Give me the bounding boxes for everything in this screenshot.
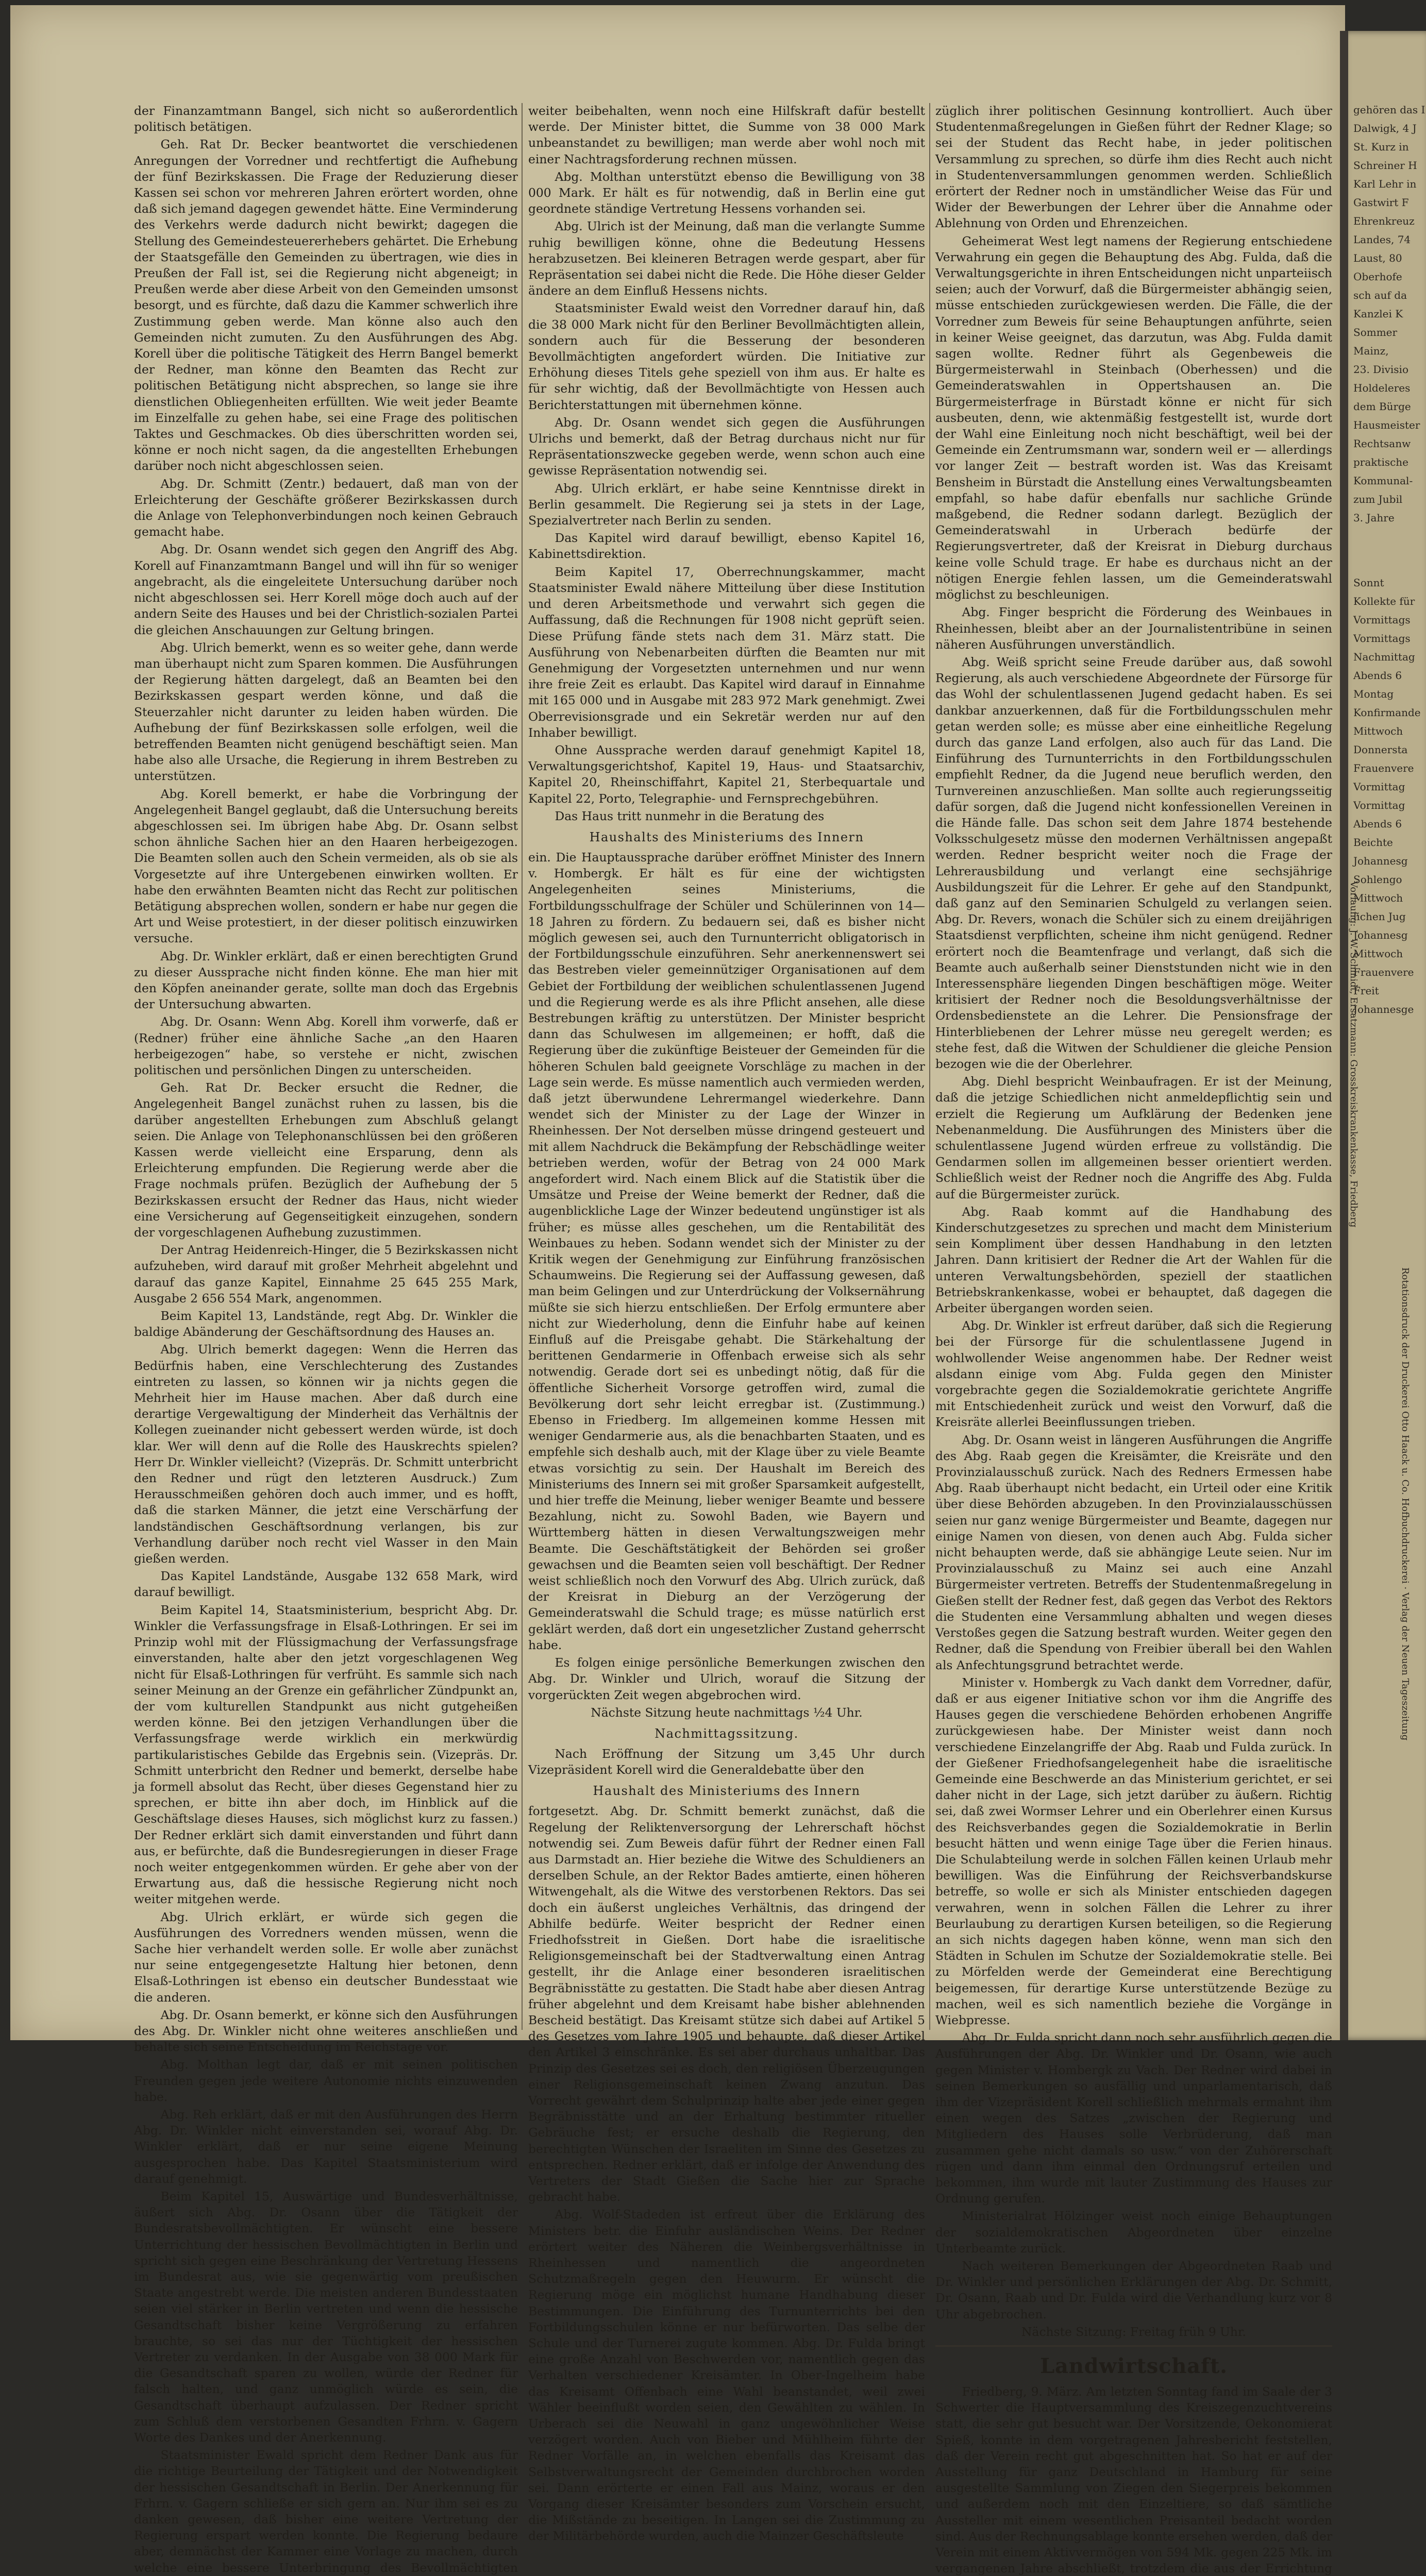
vertical-imprint-text: Rotationsdruck der Druckerei Otto Haack u. Co. Hofbuchdruckerei · Verlag der Neuen Tageszeitung — [1400, 1267, 1411, 1741]
edge-text-fragment: praktische — [1353, 456, 1409, 468]
paragraph: Abg. Ulrich ist der Meinung, daß man die verlangte Summe ruhig bewilligen könne, ohne die Bedeutung Hessens herabzusetzen. Bei kleineren Betragen werde gespart, aber für Repräsentation sei dabei nicht die Rede. Die Höhe dieser Gelder ändere an dem Einfluß Hessens nichts. — [528, 219, 925, 298]
paragraph: Abg. Molthan legt dar, daß er mit seinen politischen Freunden gegen jede weitere Autonomie nichts einzuwenden habe. — [134, 2057, 518, 2104]
edge-text-fragment: Abends 6 — [1353, 818, 1402, 830]
edge-text-fragment: Schreiner H — [1353, 159, 1417, 172]
paragraph: Abg. Korell bemerkt, er habe die Vorbringung der Angelegenheit Bangel geglaubt, daß die Untersuchung bereits abgeschlossen sei. Im übrigen habe Abg. Dr. Osann selbst schon ähnliche Sachen hier an den Haaren herbeigezogen. Die Beamten sollen auch den Schein vermeiden, als ob sie als Vorgesetzte auf ihre Untergebenen einwirken wollten. Er habe den erwähnten Beamten nicht das Recht zur politischen Betätigung absprechen wollen, sondern er habe nur gegen die Art und Weise protestiert, in der dieser politisch einzuwirken versuche. — [134, 786, 518, 946]
paragraph: Abg. Dr. Schmitt (Zentr.) bedauert, daß man von der Erleichterung der Geschäfte größerer Bezirkskassen durch die Anlage von Telephonverbindungen noch keinen Gebrauch gemacht habe. — [134, 476, 518, 539]
edge-text-fragment: Vormittags — [1353, 614, 1411, 626]
edge-text-fragment: Ehrenkreuz — [1353, 215, 1415, 227]
section-heading: Nachmittagssitzung. — [655, 1726, 799, 1741]
paragraph: der Finanzamtmann Bangel, sich nicht so außerordentlich politisch betätigen. — [134, 104, 518, 134]
paragraph: Geheimerat West legt namens der Regierung entschiedene Verwahrung ein gegen die Behauptung des Abg. Fulda, daß die Verwaltungsgerichte in ihren Entscheidungen nicht unparteiisch seien; auch der Vorwurf, daß die Bürgermeister abhängig seien, müsse entschieden zurückgewiesen werden. Die Fälle, die der Vorredner zum Beweis für seine Behauptungen anführte, seien in keiner Weise geeignet, das darzutun, was Abg. Fulda damit sagen wollte. Redner führt als Gegenbeweis die Bürgermeisterwahl in Steinbach (Oberhessen) und die Gemeinderatswahlen in Oppertshausen an. Die Bürgermeisterfrage in Bürstadt könne er nicht für sich ausbeuten, denn, wie aktenmäßig festgestellt ist, wurde dort der Wahl eine Einleitung noch nicht beschäftigt, weil bei der Gemeinde ein Zentrumsmann war, sondern weil er — allerdings vor langer Zeit — bestraft worden ist. Was das Kreisamt Bensheim in Bürstadt die Anstellung eines Verwaltungsbeamten empfahl, so habe dafür ebenfalls nur sachliche Gründe maßgebend, die Redner sodann darlegt. Bezüglich der Gemeinderatswahl in Urberach bedürfe der Regierungsvertreter, daß der Kreisrat in Dieburg durchaus keine volle Schuld trage. Er habe es durchaus nicht an der nötigen Energie fehlen lassen, um die Gemeinderatswahl möglichst zu beschleunigen. — [935, 233, 1332, 602]
edge-text-fragment: lichen Jug — [1353, 910, 1406, 923]
edge-text-fragment: Donnersta — [1353, 743, 1408, 756]
edge-text-fragment: Gastwirt F — [1353, 196, 1409, 209]
paragraph: Friedberg, 9. März. Am letzten Sonntag fand im Saale der 3 Schwerter die Hauptversammlung des Kreiszegenzuchtvereins statt, die sehr gut besucht war. Der Vorsitzende, Oekonomierat Spieß, konnte in dem vorgetragenen Jahresbericht feststellen, daß der Verein recht gut abgeschnitten hat. So hat er auf der Ausstellung für ganz Deutschland in Hamburg für seine ausgestellte Sammlung von Ziegen den Siegerpreis bekommen und außerdem noch mit den Einzeltiere, so daß sämtliche Aussteller mit einem wesentlichen Preisanteil bedacht worden sind. Aus der Rechnungsablage konnte ersehen werden, daß der Verein mit einem Aktivvermögen von 594 Mk. gegen 225 Mk. im vergangenen Jahre abschließt, trotzdem die aus der Errichtung — [935, 2384, 1332, 2576]
edge-text-fragment: Sonnt — [1353, 577, 1384, 589]
edge-text-fragment: Oberhofe — [1353, 270, 1402, 283]
edge-text-fragment: Vormittags — [1353, 632, 1411, 645]
paragraph: Das Haus tritt nunmehr in die Beratung des — [555, 808, 825, 823]
edge-text-fragment: Johannesge — [1353, 1003, 1414, 1015]
paragraph: Abg. Dr. Winkler ist erfreut darüber, daß sich die Regierung bei der Fürsorge für die schulentlassene Jugend in wohlwollender Weise angenommen habe. Der Redner weist alsdann einige vom Abg. Fulda gegen den Minister vorgebrachte gegen die Sozialdemokratie gerichtete Angriffe mit Entschiedenheit zurück und weist den Vorwurf, daß die Kreisräte allerlei Beeinflussungen trieben. — [935, 1318, 1332, 1430]
paragraph: Abg. Raab kommt auf die Handhabung des Kinderschutzgesetzes zu sprechen und macht dem Ministerium sein Kompliment über dessen Handhabung in den letzten Jahren. Dann kritisiert der Redner die Art der Wahlen für die unteren Verwaltungsbehörden, speziell der staatlichen Betriebskrankenkasse, wobei er behauptet, daß dagegen die Arbeiter übergangen worden seien. — [935, 1204, 1332, 1316]
edge-text-fragment: Frauenvere — [1353, 966, 1414, 978]
vertical-imprint-text: Vorlaufig: J. W. Schmidt, Ersatzmann: Grosskreiskrankenkasse, Friedberg — [1348, 881, 1359, 1228]
paragraph: Geh. Rat Dr. Becker beantwortet die verschiedenen Anregungen der Vorredner und rechtfertigt die Aufhebung der fünf Bezirkskassen. Die Frage der Reduzierung dieser Kassen sei schon vor mehreren Jahren erörtert worden, ohne daß sich jemand dagegen gewendet hätte. Eine Verminderung des Verkehrs werde dadurch nicht bewirkt; dagegen die Stellung des Gemeindesteuererhebers gehärtet. Die Erhebung der Staatsgefälle den Gemeinden zu übertragen, wie dies in Preußen der Fall ist, sei die Regierung nicht abgeneigt; in Preußen werde aber diese Arbeit von den Gemeinden umsonst besorgt, und es fürchte, daß dazu die Kammer schwerlich ihre Zustimmung geben werde. Man könne also auch den Gemeinden nicht zumuten. Zu den Ausführungen des Abg. Korell über die politische Tätigkeit des Herrn Bangel bemerkt der Redner, man könne den Beamten das Recht zur politischen Betätigung nicht absprechen, so lange sie ihre dienstlichen Obliegenheiten erfüllten. Wie weit jeder Beamte im Einzelfalle zu gehen habe, sei eine Frage des politischen Taktes und Geschmackes. Ob dies überschritten worden sei, könne er noch nicht sagen, da die angestellten Erhebungen darüber noch nicht abgeschlossen seien. — [134, 137, 518, 473]
paragraph: Abg. Ulrich erklärt, er habe seine Kenntnisse direkt in Berlin gesammelt. Die Regierung sei ja stets in der Lage, Spezialvertreter nach Berlin zu senden. — [528, 481, 925, 528]
edge-text-fragment: Rechtsanw — [1353, 437, 1411, 450]
paragraph: Abg. Dr. Fulda spricht dann noch sehr ausführlich gegen die Ausführungen der Abg. Dr. Winkler und Dr. Osann, wie auch gegen Minister v. Hombergk zu Vach. Der Redner wird dabei in seinen Bemerkungen so ausfällig und unparlamentarisch, daß ihm der Vizepräsident Korell schließlich mehrmals ermahnt ihm einen wegen des Satzes „zwischen der Regierung und Mitgliedern des Hauses solle Verbrüderung, daß man zusammen gehe nicht damals so usw.“ von der Zuhörerschaft rügen und dann ihm einmal den Ordnungsruf erteilen und bekommen, ihm wurde mit lauter Zustimmung des Hauses zur Ordnung gerufen. — [935, 2030, 1332, 2206]
edge-text-fragment: dem Bürge — [1353, 400, 1411, 413]
edge-text-fragment: Frauenvere — [1353, 762, 1414, 774]
paragraph: Staatsminister Ewald spricht dem Redner Dank aus für die richtige Beurteilung der Tätigkeit und der Notwendigkeit der hessischen Gesandtschaft in Berlin. Der Anerkennung für Frhrn. v. Gagern schließe er sich gern an. Nur ihm sei es zu danken gewesen, daß bisher eine weitere Vertretung der Regierung erspart werden konnte. Die Regierung bedaure aber, demnächst der Kammer eine Vorlage zu machen, durch welche eine bessere Unterbringung des Bevollmächtigten — [134, 2448, 518, 2575]
paragraph: Abg. Ulrich bemerkt dagegen: Wenn die Herren das Bedürfnis haben, eine Verschlechterung des Zustandes eintreten zu lassen, so können wir ja nichts gegen die Mehrheit hier im Hause machen. Aber daß durch eine derartige Vergewaltigung der Minderheit das Verhältnis der Kollegen zueinander nicht gebessert werden würde, ist doch klar. Wer will denn auf die Rolle des Hauskrechts spielen? Herr Dr. Winkler vielleicht? (Vizepräs. Dr. Schmitt unterbricht den Redner und rügt den letzteren Ausdruck.) Zum Herausschmeißen gehören doch auch immer, und es hofft, daß die starken Männer, die jetzt eine Verschärfung der landständischen Geschäftsordnung verlangen, bis zur Verhandlung darüber noch recht viel Wasser in den Main gießen werden. — [134, 1342, 518, 1566]
edge-text-fragment: sch auf da — [1353, 289, 1407, 301]
paragraph: Abg. Reh erklärt, daß er mit den Ausführungen des Herrn Abg. Dr. Winkler nicht einverstanden sei, worauf Abg. Dr. Winkler erklärt, daß er nur seine eigene Meinung ausgesprochen habe. Das Kapitel Staatsministerium wird darauf genehmigt. — [134, 2107, 518, 2186]
edge-text-fragment: Freit — [1353, 985, 1379, 997]
adjacent-page-edge — [1340, 31, 1426, 2040]
edge-text-fragment: Kollekte für — [1353, 595, 1415, 607]
section-heading-landwirtschaft: Landwirtschaft. — [1040, 2354, 1228, 2379]
section-heading: Haushalt des Ministeriums des Innern — [593, 1784, 861, 1799]
column-divider — [929, 103, 930, 2030]
edge-text-fragment: Mainz, — [1353, 345, 1389, 357]
edge-text-fragment: gehören das I — [1353, 104, 1425, 116]
paragraph: Abg. Dr. Osann wendet sich gegen den Angriff des Abg. Korell auf Finanzamtmann Bangel und will ihn für so weniger angebracht, als die eingeleitete Untersuchung darüber noch nicht abgeschlossen sei. Herr Korell möge doch auch auf der andern Seite des Hauses und bei der Christlich-sozialen Partei die gleichen Anschauungen zur Geltung bringen. — [134, 542, 518, 637]
paragraph: Abg. Dr. Osann weist in längeren Ausführungen die Angriffe des Abg. Raab gegen die Kreisämter, die Kreisräte und den Provinzialausschuß zurück. Nach des Redners Ermessen habe Abg. Raab überhaupt nicht bedacht, ein Urteil oder eine Kritik über diese Behörden abzugeben. In den Provinzialausschüssen seien nur ganz wenige Bürgermeister und Beamte, dagegen nur einige Namen von diesen, von denen auch Abg. Fulda sicher nicht behaupten werde, daß sie abhängige Leute seien. Nur im Provinzialausschuß zu Mainz sei auch eine Anzahl Bürgermeister vertreten. Betreffs der Studentenmaßregelung in Gießen stellt der Redner fest, daß gegen das Verbot des Rektors die Studenten eine Versammlung abhalten und wegen dieses Verstoßes gegen die Satzung bestraft wurden. Weiter gegen den Redner, daß die Spendung von Freibier überall bei den Wahlen als Anfechtungsgrund betrachtet werde. — [935, 1432, 1332, 1672]
paragraph: Ohne Aussprache werden darauf genehmigt Kapitel 18, Verwaltungsgerichtshof, Kapitel 19, Haus- und Staatsarchiv, Kapitel 20, Rheinschiffahrt, Kapitel 21, Sterbequartale und Kapitel 22, Porto, Telegraphie- und Fernsprechgebühren. — [528, 742, 925, 806]
paragraph: weiter beibehalten, wenn noch eine Hilfskraft dafür bestellt werde. Der Minister bittet, die Summe von 38 000 Mark unbeanstandet zu bewilligen; man werde aber wohl noch mit einer Nachtragsforderung rechnen müssen. — [528, 104, 925, 166]
next-session-note: Nächste Sitzung: Freitag früh 9 Uhr. — [1021, 2324, 1246, 2339]
next-session-note: Nächste Sitzung heute nachmittags ½4 Uhr. — [591, 1705, 863, 1720]
paragraph: fortgesetzt. Abg. Dr. Schmitt bemerkt zunächst, daß die Regelung der Reliktenversorgung der Lehrerschaft höchst notwendig sei. Zum Beweis dafür führt der Redner einen Fall aus Darmstadt an. Hier beziehe die Witwe des Schuldieners an derselben Schule, an der Rektor Bades amtierte, einen höheren Witwengehalt, als die Witwe des verstorbenen Rektors. Das sei doch ein äußerst ungleiches Verhältnis, das dringend der Abhilfe bedürfe. Weiter bespricht der Redner einen Friedhofsstreit in Gießen. Dort habe die israelitische Religionsgemeinschaft bei der Stadtverwaltung einen Antrag gestellt, ihr die Anlage einer besonderen israelitischen Begräbnisstätte zu gestatten. Die Stadt habe aber diesen Antrag früher abgelehnt und dem Kreisamt habe bisher ablehnenden Bescheid bestätigt. Das Kreisamt stütze sich dabei auf Artikel 5 des Gesetzes vom Jahre 1905 und behaupte, daß dieser Artikel den Artikel 3 einschränke. Es sei aber durchaus unhaltbar. Das Prinzip des Gesetzes sei es doch, den religiösen Überzeugungen einer Religionsgemeinschaft keinen Zwang anzutun. Das Vorrecht gewährt dem Schulprinzip halte aber jede einer gegen Begräbnisstätte und an der Erhaltung bestimmter ritueller Gebräuche fest; er ersuche deshalb die Regierung, den berechtigten Wünschen der Israeliten im Sinne des Gesetzes zu entsprechen. Redner erklärt, daß er infolge der Anwendung des Vertreters der Stadt Gießen die Sache hier zur Sprache gebracht habe. — [528, 1804, 925, 2205]
paragraph: Der Antrag Heidenreich-Hinger, die 5 Bezirkskassen nicht aufzuheben, wird darauf mit großer Mehrheit abgelehnt und darauf das ganze Kapitel, Einnahme 25 645 255 Mark, Ausgabe 2 656 554 Mark, angenommen. — [134, 1243, 518, 1306]
edge-text-fragment: 3. Jahre — [1353, 512, 1395, 524]
edge-text-fragment: Landes, 74 — [1353, 233, 1411, 246]
edge-text-fragment: Mittwoch — [1353, 725, 1403, 737]
article-column-2 — [528, 103, 925, 2544]
edge-text-fragment: Beichte — [1353, 836, 1393, 849]
paragraph: Staatsminister Ewald weist den Vorredner darauf hin, daß die 38 000 Mark nicht für den Berliner Bevollmächtigten allein, sondern auch für die Besserung der besonderen Bevollmächtigten angefordert würden. Die Initiative zur Erhöhung dieses Titels gehe speziell von ihm aus. Er halte es für sehr wichtig, daß der Bevollmächtigte von Hessen auch Berichterstattungen mit übernehmen könne. — [528, 301, 925, 412]
paragraph: Abg. Dr. Osann bemerkt, er könne sich den Ausführungen des Abg. Dr. Winkler nicht ohne weiteres anschließen und behalte sich seine Entscheidung im Reichstage vor. — [134, 2007, 518, 2055]
paragraph: Abg. Finger bespricht die Förderung des Weinbaues in Rheinhessen, bleibt aber an der Journalistentribüne in seinen näheren Ausführungen unverständlich. — [935, 605, 1332, 652]
edge-text-fragment: Vormittag — [1353, 781, 1405, 793]
paragraph: Abg. Dr. Osann wendet sich gegen die Ausführungen Ulrichs und bemerkt, daß der Betrag durchaus nicht nur für Repräsentationszwecke gegeben werde, wenn schon auch eine gewisse Repräsentation notwendig sei. — [528, 415, 925, 478]
edge-text-fragment: Nachmittag — [1353, 651, 1415, 663]
edge-text-fragment: Sohlengo — [1353, 873, 1402, 886]
paragraph: Geh. Rat Dr. Becker ersucht die Redner, die Angelegenheit Bangel zunächst ruhen zu lassen, bis die darüber angestellten Erhebungen zum Abschluß gelangt seien. Die Anlage von Telephonanschlüssen bei den größeren Kassen werde vielleicht eine Ersparung, denn als Erleichterung empfunden. Die Regierung werde aber die Frage nochmals prüfen. Bezüglich der Aufhebung der 5 Bezirkskassen ersucht der Redner das Haus, nicht wieder eine Versicherung auf Gegenseitigkeit einzugehen, sondern der vorgeschlagenen Aufhebung zuzustimmen. — [134, 1080, 518, 1240]
paragraph: Ministerialrat Hölzinger weist noch einige Behauptungen der sozialdemokratischen Abgeordneten über einzelne Unterbeamte zurück. — [935, 2209, 1332, 2256]
edge-text-fragment: Kommunal- — [1353, 474, 1413, 487]
edge-text-fragment: Konfirmande — [1353, 706, 1421, 719]
newspaper-page — [10, 5, 1345, 2576]
section-divider — [935, 2345, 1332, 2347]
edge-text-fragment: Mittwoch — [1353, 892, 1403, 904]
edge-text-fragment: 23. Divisio — [1353, 363, 1408, 376]
paragraph: Nach Eröffnung der Sitzung um 3,45 Uhr durch Vizepräsident Korell wird die Generaldebatte über den — [528, 1746, 925, 1777]
edge-text-fragment: Johannesg — [1353, 855, 1408, 867]
edge-text-fragment: Sommer — [1353, 326, 1398, 338]
edge-text-fragment: Vormittag — [1353, 799, 1405, 811]
paragraph: Abg. Molthan unterstützt ebenso die Bewilligung von 38 000 Mark. Er hält es für notwendig, daß in Berlin eine gut geordnete ständige Vertretung Hessens vorhanden sei. — [528, 169, 925, 216]
paragraph: Abg. Dr. Osann: Wenn Abg. Korell ihm vorwerfe, daß er (Redner) früher eine ähnliche Sache „an den Haaren herbeigezogen“ habe, so verstehe er nicht, zwischen politischen und persönlichen Dingen zu unterscheiden. — [134, 1014, 518, 1077]
paragraph: Beim Kapitel 14, Staatsministerium, bespricht Abg. Dr. Winkler die Verfassungsfrage in Elsaß-Lothringen. Er sei im Prinzip wohl mit der Flüssigmachung der Verfassungsfrage einverstanden, halte aber den jetzt vorgeschlagenen Weg nicht für Elsaß-Lothringen für verfrüht. Es sammle sich nach seiner Meinung an der Grenze ein gefährlicher Zündpunkt an, der vom kulturellen Standpunkt aus nicht gutgeheißen werden könne. Bei den jetzigen Verhandlungen über die Verfassungsfrage werde wirklich ein merkwürdig partikularistisches Gebilde das Ergebnis sein. (Vizepräs. Dr. Schmitt unterbricht den Redner und bemerkt, derselbe habe ja formell absolut das Recht, über dieses Gegenstand hier zu sprechen, er bitte ihn aber doch, im Hinblick auf die Geschäftslage dieses Hauses, sich möglichst kurz zu fassen.) Der Redner erklärt sich damit einverstanden und führt dann aus, er befürchte, daß die Bundesregierungen in dieser Frage noch weiter entgegenkommen würden. Er gehe aber von der Erwartung aus, daß die hessische Regierung nicht noch weiter mitgehen werde. — [134, 1602, 518, 1907]
edge-text-fragment: Kanzlei K — [1353, 308, 1403, 320]
edge-text-fragment: Dalwigk, 4 J — [1353, 122, 1417, 134]
edge-text-fragment: zum Jubil — [1353, 493, 1403, 505]
paragraph: Das Kapitel wird darauf bewilligt, ebenso Kapitel 16, Kabinettsdirektion. — [528, 531, 925, 562]
edge-text-fragment: Montag — [1353, 688, 1394, 700]
paragraph: Beim Kapitel 15, Auswärtige und Bundesverhältnisse, äußert sich Abg. Dr. Osann über die Tätigkeit der Bundesratsbevollmächtigten. Er wünscht eine bessere Unterrichtung der hessischen Bevollmächtigten in Berlin und spricht sich gegen eine Beschränkung der Vertretung Hessens im Bundesrat aus, wie sie gegenwärtig vom preußischen Staate angestrebt werde. Die meisten anderen Bundesstaaten seien viel stärker in Berlin vertreten und wenn die hessische Gesandtschaft bisher keine Vergrößerung zu erfahren brauchte, so sei das nur der Tüchtigkeit der hessischen Vertreter zu verdanken. In der Ausgabe von 38 000 Mark für die Gesandtschaft sparen zu wollen, würde der Redner für falsch halten, und ganz unmöglich würde es sein, die Gesandtschaft überhaupt aufzulassen. Der Redner spricht zum Schluß dem verstorbenen Gesandten Frhrn. v. Gagern Worte des Dankes und der Anerkennung. — [134, 2189, 518, 2445]
paragraph: Abg. Wolf-Stadeden ist erfreut über die Erklärung des Ministers betr. die Einfuhr ausländischen Weins. Der Redner erörtert weiter des Näheren die Weinbergsverhältnisse in Rheinhessen und namentlich die angeordneten Schutzmaßregeln gegen den Heuwurm. Er wünscht die Regierung möge ein möglichst humane Handhabung dieser Bestimmungen. Die Einführung des Turnunterrichts bei den Fortbildungsschulen könne er nur befürworten. Das selbe der Schule und der Turnerei zugute kommen. Abg. Dr. Fulda bringt eine große Anzahl von Beschwerden vor, namentlich gegen das Verhalten verschiedener Kreisämter. In Ober-Ingelheim habe das Kreisamt Offenbach eine Wahl beanstandet, weil zwei Wähler beeinflußt worden seien, den Gewählten zu wählen. In Urberach sei die Neuwahl in ganz ungewöhnlicher Weise verzögert worden. Auch von Bieber und Mühlheim führte der Redner Vorfälle an, in welchen ebenfalls das Kreisamt das Selbstverwaltungsrecht der Gemeinden durchbrochen worden sei. Dann erörterte er einen Fall aus Mainz, woraus er den Vorgang dieser Kreisämter besonders zum Vorschein ersucht, die Mißstände zu beseitigen. In Langen sei die Zustimmung zu der Militärbehörde wurden, auch die Mainzer Geschäftsleute — [528, 2207, 925, 2544]
paragraph: Nach weiteren Bemerkungen der Abgeordneten Raab und Dr. Winkler und persönlichen Erklärungen der Abg. Dr. Schmitt, Dr. Osann, Raab und Dr. Fulda wird die Verhandlung kurz vor 8 Uhr abgebrochen. — [935, 2259, 1332, 2321]
section-heading: Haushalts des Ministeriums des Innern — [589, 829, 864, 844]
edge-text-fragment: Johannesg — [1353, 929, 1408, 941]
edge-text-fragment: Holdeleres — [1353, 382, 1411, 394]
paragraph: Abg. Dr. Winkler erklärt, daß er einen berechtigten Grund zu dieser Aussprache nicht finden könne. Ehe man hier mit den Köpfen aneinander gerate, sollte man doch das Ergebnis der Untersuchung abwarten. — [134, 948, 518, 1012]
paragraph: Abg. Ulrich erklärt, er würde sich gegen die Ausführungen des Vorredners wenden müssen, wenn die Sache hier verhandelt werden solle. Er wolle aber zunächst nur seine entgegengesetzte Haltung hier betonen, denn Elsaß-Lothringen ist ebenso ein deutscher Bundesstaat wie die anderen. — [134, 1909, 518, 2005]
paragraph: Minister v. Hombergk zu Vach dankt dem Vorredner, dafür, daß er aus eigener Initiative schon vor ihm die Angriffe des Hauses gegen die verschiedene Behörden erhobenen Angriffe zurückgewiesen habe. Der Minister weist dann noch verschiedene Einzelangriffe der Abg. Raab und Fulda zurück. In der Gießener Friedhofsangelegenheit habe die israelitische Gemeinde eine Beschwerde an das Ministerium gerichtet, er sei daher nicht in der Lage, sich jetzt darüber zu äußern. Richtig sei, daß zwei Wormser Lehrer und ein Oberlehrer einen Kursus des Reichsverbandes gegen die Sozialdemokratie in Berlin besucht hätten und wenn einige Tage über die Ferien hinaus. Die Schulabteilung werde in solchen Fällen keinen Urlaub mehr bewilligen. Was die Einführung der Reichsverbandskurse betreffe, so wolle er sich als Minister entschieden dagegen verwahren, wenn in solchen Fällen die Lehrer zu ihrer Beurlaubung zu derartigen Kursen beteiligen, so die Regierung an sich nichts dagegen haben könne, wenn man sich den Städten in Schulen im Schutze der Sozialdemokratie stelle. Bei zu Mörfelden werde der Gemeinderat eine Berechtigung beigemessen, für derartige Kurse unterstützende Bezüge zu machen, weil es sich namentlich beziehe die Vorgänge in Wiebpresse. — [935, 1675, 1332, 2027]
paragraph: Beim Kapitel 17, Oberrechnungskammer, macht Staatsminister Ewald nähere Mitteilung über diese Institution und deren Arbeitsmethode und verwahrt sich gegen die Auffassung, daß die Rechnungen für 1908 nicht geprüft seien. Diese Prüfung fände stets nach dem 31. März statt. Die Ausführung von Nebenarbeiten dürften die Beamten nur mit Genehmigung der Vorgesetzten unternehmen und nur wenn ihre freie Zeit es erlaubt. Das Kapitel wird darauf in Einnahme mit 165 000 und in Ausgabe mit 283 972 Mark genehmigt. Zwei Oberrevisionsgrade und ein Sekretär werden nur auf den Inhaber bewilligt. — [528, 564, 925, 740]
column-divider — [522, 103, 523, 2030]
edge-text-fragment: St. Kurz in — [1353, 141, 1409, 153]
paragraph: Das Kapitel Landstände, Ausgabe 132 658 Mark, wird darauf bewilligt. — [134, 1569, 518, 1600]
edge-text-fragment: Karl Lehr in — [1353, 178, 1417, 190]
article-column-1 — [134, 103, 518, 2575]
edge-text-fragment: Hausmeister — [1353, 419, 1420, 431]
paragraph: Abg. Diehl bespricht Weinbaufragen. Er ist der Meinung, daß die jetzige Schiedlichen nicht anmeldepflichtig sein und erzielt die Regierung um Aufklärung der Bedenken jene Nebenanmeldung. Die Ausführungen des Ministers über die schulentlassene Jugend würden erfreue zu vollständig. Die Gendarmen sollen im allgemeinen besser orientiert werden. Schließlich weist der Redner noch die Angriffe des Abg. Fulda auf die Bürgermeister zurück. — [935, 1074, 1332, 1201]
edge-text-fragment: Abends 6 — [1353, 669, 1402, 682]
paragraph: ein. Die Hauptaussprache darüber eröffnet Minister des Innern v. Hombergk. Er hält es für eine der wichtigsten Angelegenheiten seines Ministeriums, die Fortbildungsschulfrage der Schüler und Schülerinnen von 14—18 Jahren zu fördern. Zu bedauern sei, daß es bisher nicht möglich gewesen sei, auch den Turnunterricht obligatorisch in der Fortbildungsschule einzuführen. Sehr anerkennenswert sei das Bestreben vieler gemeinnütziger Organisationen auf dem Gebiet der Fortbildung der weiblichen schulentlassenen Jugend und die Regierung werde es als ihre Pflicht ansehen, alle diese Bestrebungen kräftig zu unterstützen. Der Minister bespricht dann das Schulwesen im allgemeinen; er hofft, daß die Regierung über die zukünftige Beisteuer der Gemeinden für die höheren Schulen bald geeignete Vorschläge zu machen in der Lage sein werde. Es müsse namentlich auch vermieden werden, daß jetzt überwundene Lehrermangel wiederkehre. Dann wendet sich der Minister zu der Lage der Winzer in Rheinhessen. Der Not derselben müsse dringend gesteuert und mit allem Nachdruck die Bekämpfung der Rebschädlinge weiter betrieben werden, wofür der Betrag von 24 000 Mark angefordert wird. Nach einem Blick auf die Statistik über die Umsätze und Preise der Weine bemerkt der Redner, daß die augenblickliche Lage der Winzer bedeutend ungünstiger ist als früher; es müsse alles geschehen, um die Rentabilität des Weinbaues zu heben. Sodann wendet sich der Minister zu der Kritik wegen der Genehmigung zur Einführung französischen Schaumweins. Die Regierung sei der Auffassung gewesen, daß man beim Gelingen und zur Unterdrückung der Volksernährung müßte sie sich hierzu entschließen. Der Erfolg ermuntere aber nicht zur Wiederholung, denn die Einfuhr habe auf keinen Einfluß auf die Preisgabe gehabt. Die Stärkehaltung der berittenen Gendarmerie in Offenbach erweise sich als sehr notwendig. Gerade dort sei es unbedingt nötig, daß für die öffentliche Sicherheit Vorsorge getroffen wird, zumal die Bevölkerung dort sehr leicht erregbar ist. (Zustimmung.) Ebenso in Friedberg. Im allgemeinen komme Hessen mit weniger Gendarmerie aus, als die benachbarten Staaten, und es empfehle sich deshalb auch, mit der Klage über zu viele Beamte etwas vorsichtig zu sein. Der Haushalt im Bereich des Ministeriums des Innern sei mit großer Sparsamkeit aufgestellt, und hier treffe die Meinung, lieber weniger Beamte und bessere Bezahlung, nicht zu. Sowohl Baden, wie Bayern und Württemberg hätten in diesen Verwaltungszweigen mehr Beamte. Die Geschäftstätigkeit der Behörden sei großer gewachsen und die Beamten seien voll beschäftigt. Der Redner weist schließlich noch den Vorwurf des Abg. Ulrich zurück, daß der Kreisrat in Dieburg an der Verzögerung der Gemeinderatswahl die Schuld trage; es müsse natürlich erst geklärt werden, daß dort ein ungesetzlicher Zustand geherrscht habe. — [528, 850, 925, 1652]
paragraph: Beim Kapitel 13, Landstände, regt Abg. Dr. Winkler die baldige Abänderung der Geschäftsordnung des Hauses an. — [134, 1309, 518, 1340]
edge-text-fragment: Mittwoch — [1353, 947, 1403, 960]
edge-text-fragment: Laust, 80 — [1353, 252, 1402, 264]
paragraph: Abg. Weiß spricht seine Freude darüber aus, daß sowohl Regierung, als auch verschiedene Abgeordnete der Fürsorge für das Wohl der schulentlassenen Jugend gedacht haben. Es sei dankbar anzuerkennen, daß für die Fortbildungsschulen mehr getan werden solle; es müsse aber eine einheitliche Regelung durch das ganze Land erfolgen, also auch für das Land. Die Einführung des Turnunterrichts in den Fortbildungsschulen empfiehlt Redner, da die Jugend neue beruflich werden, den Turnvereinen anzuschließen. Man sollte auch regierungsseitig dafür sorgen, daß die Jugend nicht konfessionellen Vereinen in die Hände falle. Das schon seit dem Jahre 1874 bestehende Volksschulgesetz müsse den modernen Verhältnissen angepaßt werden. Redner bespricht weiter noch die Frage der Lehrerausbildung und verlangt eine sechsjährige Ausbildungszeit für die Lehrer. Er gehe auf den Standpunkt, daß ganz auf den Seminarien Schulgeld zu verlangen seien. Abg. Dr. Revers, wonach die Schüler sich zu einem dreijährigen Staatsdienst verpflichten, scheine ihm nicht genügend. Redner erörtert noch die Beamtenfrage und verlangt, daß sich die Beamte auch außerhalb seiner Dienststunden nicht wie in den Interessensphäre liegenden Dingen beschäftigen möge. Weiter kritisiert der Redner noch die Besoldungsverhältnisse der Ordensbedienstete an die Lehrer. Die Pensionsfrage der Hinterbliebenen der Lehrer müsse neu geregelt werden; es stehe fest, daß die Witwen der Schuldiener die gleiche Pension bezogen wie die der Oberlehrer. — [935, 654, 1332, 1071]
article-column-3 — [935, 103, 1332, 2576]
paragraph: Abg. Ulrich bemerkt, wenn es so weiter gehe, dann werde man überhaupt nicht zum Sparen kommen. Die Ausführungen der Regierung hätten dargelegt, daß an Beamten bei den Bezirkskassen gespart werden könne, und daß die Steuerzahler nicht darunter zu leiden haben würden. Die Aufhebung der fünf Bezirkskassen solle erfolgen, weil die betreffenden Beamten nicht genügend beschäftigt seien. Man habe also alle Ursache, die Regierung in ihrem Bestreben zu unterstützen. — [134, 640, 518, 784]
paragraph: züglich ihrer politischen Gesinnung kontrolliert. Auch über Studentenmaßregelungen in Gießen führt der Redner Klage; so sei der Student das Recht habe, in jeder politischen Versammlung zu sprechen, so dürfe ihm dies Recht auch nicht in Studentenversammlungen genommen werden. Schließlich erörtert der Redner noch in umständlicher Weise das Für und Wider der Bewerbungen der Lehrer über die Annahme oder Ablehnung von Orden und Ehrenzeichen. — [935, 104, 1332, 231]
paragraph: Es folgen einige persönliche Bemerkungen zwischen den Abg. Dr. Winkler und Ulrich, worauf die Sitzung der vorgerückten Zeit wegen abgebrochen wird. — [528, 1655, 925, 1702]
